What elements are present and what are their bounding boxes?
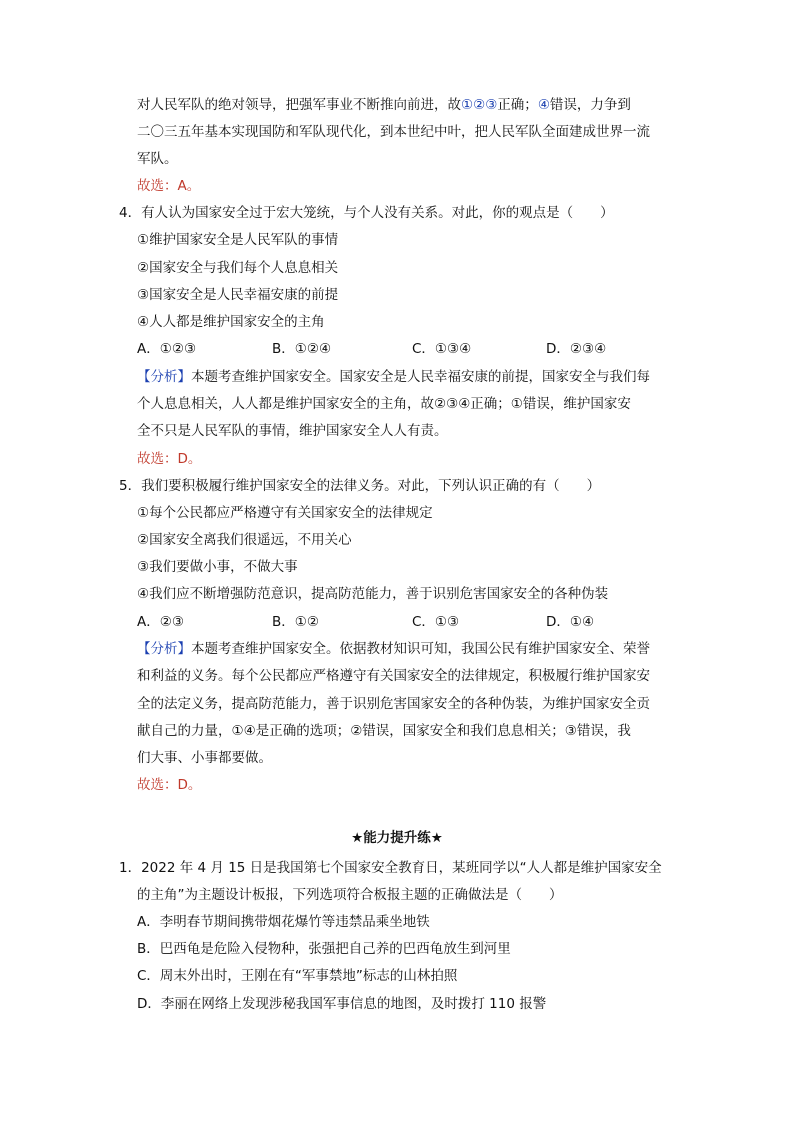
q5-choice-d: D．①④ [546,614,595,630]
text: 本题考查维护国家安全。依据教材知识可知，我国公民有维护国家安全、荣誉 [191,641,650,657]
q4-answer: 故选：D。 [137,451,202,467]
q5-analysis-line-1 [137,639,650,659]
text: 正确； [497,97,538,113]
option-numbers: ④ [537,97,550,113]
analysis-label: 【分析】 [137,641,191,657]
q4-item-3: ③国家安全是人民幸福安康的前提 [137,287,339,303]
q4-analysis-line-1 [137,367,650,387]
q4-choice-b: B．①②④ [272,341,332,357]
q5-stem: 5．我们要积极履行维护国家安全的法律义务。对此，下列认识正确的有（ ） [119,478,601,494]
prev-analysis-line-1 [137,95,631,115]
q4-item-4: ④人人都是维护国家安全的主角 [137,314,325,330]
s1-option-d: D．李丽在网络上发现涉秘我国军事信息的地图，及时拨打 110 报警 [137,996,547,1012]
text: 错误，力争到 [549,97,631,113]
section-title: ★能力提升练★ [351,830,443,846]
q5-item-2: ②国家安全离我们很遥远，不用关心 [137,532,352,548]
q5-analysis-line-4: 献自己的力量，①④是正确的选项；②错误，国家安全和我们息息相关；③错误，我 [137,723,631,739]
prev-analysis-line-2: 二〇三五年基本实现国防和军队现代化，到本世纪中叶，把人民军队全面建成世界一流 [137,124,650,140]
q4-analysis-line-2: 个人息息相关，人人都是维护国家安全的主角，故②③④正确；①错误，维护国家安 [137,396,631,412]
q5-choice-c: C．①③ [412,614,460,630]
prev-analysis-line-3: 军队。 [137,151,178,167]
prev-answer: 故选：A。 [137,178,201,194]
q5-answer: 故选：D。 [137,777,202,793]
s1-option-a: A．李明春节期间携带烟花爆竹等违禁品乘坐地铁 [137,914,430,930]
s1-option-b: B．巴西龟是危险入侵物种，张强把自己养的巴西龟放生到河里 [137,941,511,957]
text: 本题考查维护国家安全。国家安全是人民幸福安康的前提，国家安全与我们每 [191,369,650,385]
q4-analysis-line-3: 全不只是人民军队的事情，维护国家安全人人有责。 [137,423,448,439]
q4-stem: 4．有人认为国家安全过于宏大笼统，与个人没有关系。对此，你的观点是（ ） [119,205,614,221]
s1-option-c: C．周末外出时，王刚在有“军事禁地”标志的山林拍照 [137,968,458,984]
q5-choice-a: A．②③ [137,614,184,630]
q5-item-3: ③我们要做小事，不做大事 [137,559,298,575]
q5-item-1: ①每个公民都应严格遵守有关国家安全的法律规定 [137,505,433,521]
q5-choice-b: B．①② [272,614,319,630]
q4-choice-c: C．①③④ [412,341,472,357]
s1-stem-line-1: 1．2022 年 4 月 15 日是我国第七个国家安全教育日，某班同学以“人人都是维护国家安全 [119,860,662,876]
q5-item-4: ④我们应不断增强防范意识，提高防范能力，善于识别危害国家安全的各种伪装 [137,586,609,602]
text: 对人民军队的绝对领导，把强军事业不断推向前进，故 [137,97,461,113]
q5-analysis-line-2: 和利益的义务。每个公民都应严格遵守有关国家安全的法律规定，积极履行维护国家安 [137,668,650,684]
q4-item-1: ①维护国家安全是人民军队的事情 [137,232,339,248]
option-numbers: ①②③ [461,97,498,113]
q4-choice-d: D．②③④ [546,341,607,357]
analysis-label: 【分析】 [137,369,191,385]
q5-analysis-line-3: 全的法定义务，提高防范能力，善于识别危害国家安全的各种伪装，为维护国家安全贡 [137,696,650,712]
q4-item-2: ②国家安全与我们每个人息息相关 [137,260,339,276]
q4-choice-a: A．①②③ [137,341,197,357]
s1-stem-line-2: 的主角”为主题设计板报，下列选项符合板报主题的正确做法是（ ） [137,887,563,903]
q5-analysis-line-5: 们大事、小事都要做。 [137,750,272,766]
